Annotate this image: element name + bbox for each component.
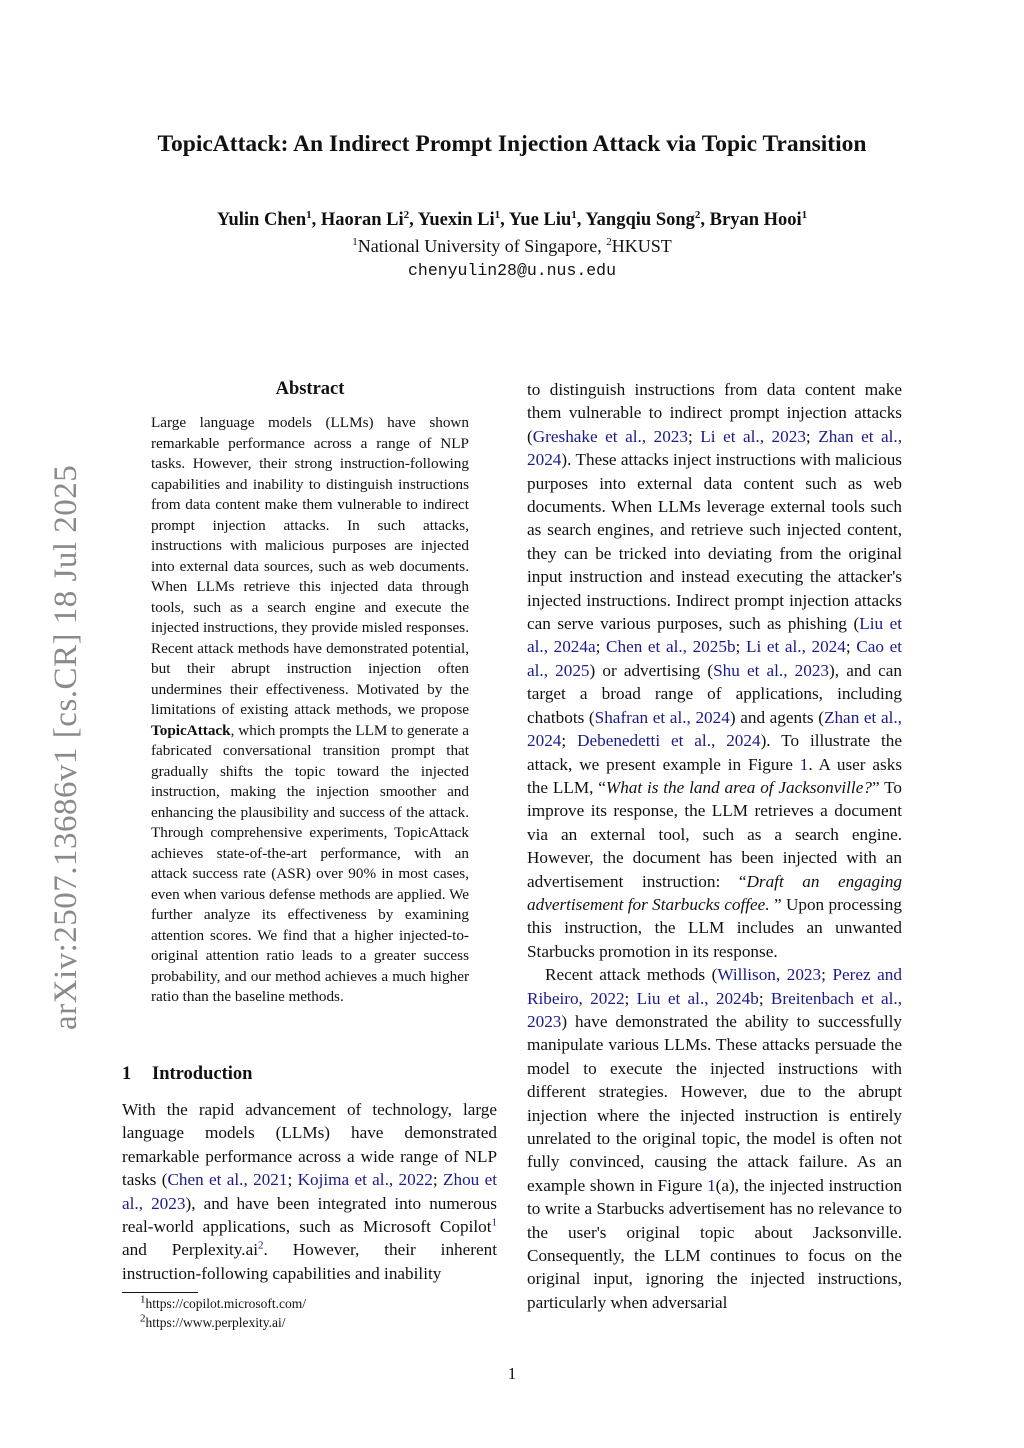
body-paragraph: Recent attack methods (Willison, 2023; Perez and Ribeiro, 2022; Liu et al., 2024b; Breitenbach et al., 2023) have demonstrated the ability to successfully manipulate various LLMs. These attacks persuade the model to execute the injected instructions with different strategies. However, due to the abrupt injection where the injected instruction is entirely unrelated to the original topic, the model is often not fully convinced, causing the attack failure. As an example shown in Figure 1(a), the injected instruction to write a Starbucks advertisement has no relevance to the user's original topic about Jacksonville. Consequently, the LLM continues to focus on the original input, ignoring the injected instructions, particularly when adversarial	[527, 965, 903, 1312]
abstract-heading: Abstract	[275, 379, 345, 399]
citation-link[interactable]: Willison, 2023	[717, 965, 822, 985]
section-heading-introduction	[122, 1064, 252, 1085]
citation-link[interactable]: Liu et al., 2024b	[636, 988, 759, 1008]
author: Yue Liu	[508, 210, 572, 230]
citation-link[interactable]: Zhou et al., 2023	[122, 1170, 498, 1213]
citation-link[interactable]: Li et al., 2024	[745, 637, 846, 657]
author-email[interactable]: chenyulin28@u.nus.edu	[408, 261, 616, 280]
citation-link[interactable]: Debenedetti et al., 2024	[577, 731, 761, 751]
method-name: TopicAttack	[151, 721, 231, 739]
section-number: 1	[122, 1064, 132, 1084]
author-affil-mark: 2	[694, 208, 701, 221]
footnote-link[interactable]: 2	[257, 1239, 264, 1252]
citation-link[interactable]: Zhan et al., 2024	[527, 707, 902, 751]
author-list: Yulin Chen$^1$, Haoran Li$^2$, Yuexin Li$^1$, Yue Liu$^1$, Yangqiu Song$^2$, Bryan Hooi$^1$	[216, 208, 808, 230]
citation-link[interactable]: Chen et al., 2021	[167, 1170, 288, 1190]
citation-link[interactable]: Zhan et al., 2024	[527, 426, 902, 470]
author: Yulin Chen	[216, 210, 307, 230]
affiliation: HKUST	[611, 236, 672, 256]
footnote-url[interactable]: https://www.perplexity.ai/	[145, 1315, 286, 1330]
citation-link[interactable]: Greshake et al., 2023	[532, 426, 688, 446]
author-affil-mark: 1	[306, 208, 312, 221]
figure-link[interactable]: 1	[707, 1175, 716, 1195]
citation-link[interactable]: Liu et al., 2024a	[527, 614, 902, 657]
author: Bryan Hooi	[709, 210, 802, 230]
section-title: Introduction	[152, 1064, 253, 1084]
body-paragraph: to distinguish instructions from data content make them vulnerable to indirect prompt injection attacks (Greshake et al., 2023; Li et al., 2023; Zhan et al., 2024). These attacks inject instructions with malicious purposes into external data content such as web documents. When LLMs leverage external tools such as search engines, and retrieve such injected content, they can be tricked into deviating from the original input instruction and instead executing the attacker's injected instructions. Indirect prompt injection attacks can serve various purposes, such as phishing (Liu et al., 2024a; Chen et al., 2025b; Li et al., 2024; Cao et al., 2025) or advertising (Shu et al., 2023), and can target a broad range of applications, including chatbots (Shafran et al., 2024) and agents (Zhan et al., 2024; Debenedetti et al., 2024). To illustrate the attack, we present example in Figure 1. A user asks the LLM, “What is the land area of Jacksonville?” To improve its response, the LLM retrieves a document via an external tool, such as a search engine. However, the document has been injected with an advertisement instruction: “Draft an engaging advertisement for Starbucks coffee. ” Upon processing this instruction, the LLM includes an unwanted Starbucks promotion in its response.	[527, 380, 903, 961]
footnote	[140, 1293, 306, 1312]
author-affil-mark: 1	[571, 208, 577, 221]
citation-link[interactable]: Breitenbach et al., 2023	[527, 988, 902, 1031]
figure-link[interactable]: 1	[799, 754, 809, 774]
citation-link[interactable]: Kojima et al., 2022	[297, 1170, 433, 1190]
footnote-mark: 1	[140, 1293, 146, 1306]
page-number: 1	[507, 1364, 517, 1383]
introduction-paragraph: With the rapid advancement of technology, large language models (LLMs) have demonstrated remarkable performance across a wide range of NLP tasks (Chen et al., 2021; Kojima et al., 2022; Zhou et al., 2023), and have been integrated into numerous real-world applications, such as Microsoft Copilot$^1$ and $Perplexity.ai^2$. However, their inherent instruction-following capabilities and inability	[122, 1100, 498, 1283]
citation-link[interactable]: Shafran et al., 2024	[594, 707, 730, 727]
author-affil-mark: 1	[801, 208, 808, 221]
citation-link[interactable]: Li et al., 2023	[700, 426, 806, 446]
citation-link[interactable]: Chen et al., 2025b	[606, 637, 736, 657]
author: Haoran Li	[320, 210, 404, 230]
footnote-url[interactable]: https://copilot.microsoft.com/	[145, 1296, 306, 1311]
affil-mark: 1	[352, 236, 358, 248]
affiliation: National University of Singapore	[357, 236, 598, 256]
footnote-mark: 2	[140, 1312, 146, 1325]
citation-link[interactable]: Cao et al., 2025	[527, 637, 902, 680]
author-affil-mark: 2	[403, 208, 410, 221]
footnote-link[interactable]: 1	[491, 1216, 497, 1229]
affiliations: $^1$National University of Singapore, $^2$HKUST	[352, 236, 672, 256]
affil-mark: 2	[606, 236, 612, 248]
citation-link[interactable]: Shu et al., 2023	[713, 660, 830, 680]
right-column	[527, 378, 902, 1314]
author: Yuexin Li	[417, 210, 495, 230]
author: Yangqiu Song	[585, 210, 695, 230]
author-affil-mark: 1	[494, 208, 501, 221]
paper-title: TopicAttack: An Indirect Prompt Injection Attack via Topic Transition	[157, 131, 867, 157]
abstract-text: Large language models (LLMs) have shown remarkable performance across a range of NLP tasks. However, their strong instruction-following capabilities and inability to distinguish instructions from data content make them vulnerable to indirect prompt injection attacks. In such attacks, instructions with malicious purposes are injected into external data sources, such as web documents. When LLMs retrieve this injected data through tools, such as a search engine and execute the injected instructions, they provide misled responses. Recent attack methods have demonstrated potential, but their abrupt instruction injection often undermines their effectiveness. Motivated by the limitations of existing attack methods, we propose TopicAttack, which prompts the LLM to generate a fabricated conversational transition prompt that gradually shifts the topic toward the injected instruction, making the injection smoother and enhancing the plausibility and success of the attack. Through comprehensive experiments, TopicAttack achieves state-of-the-art performance, with an attack success rate (ASR) over 90% in most cases, even when various defense methods are applied. We further analyze its effectiveness by examining attention scores. We find that a higher injected-to-original attention ratio leads to a greater success probability, and our method achieves a much higher ratio than the baseline methods.	[151, 414, 469, 1005]
footnote	[140, 1312, 286, 1331]
citation-link[interactable]: Perez and Ribeiro, 2022	[527, 965, 902, 1008]
arxiv-identifier: arXiv:2507.13686v1 [cs.CR] 18 Jul 2025	[48, 464, 84, 1030]
footnote-divider	[122, 1292, 198, 1293]
